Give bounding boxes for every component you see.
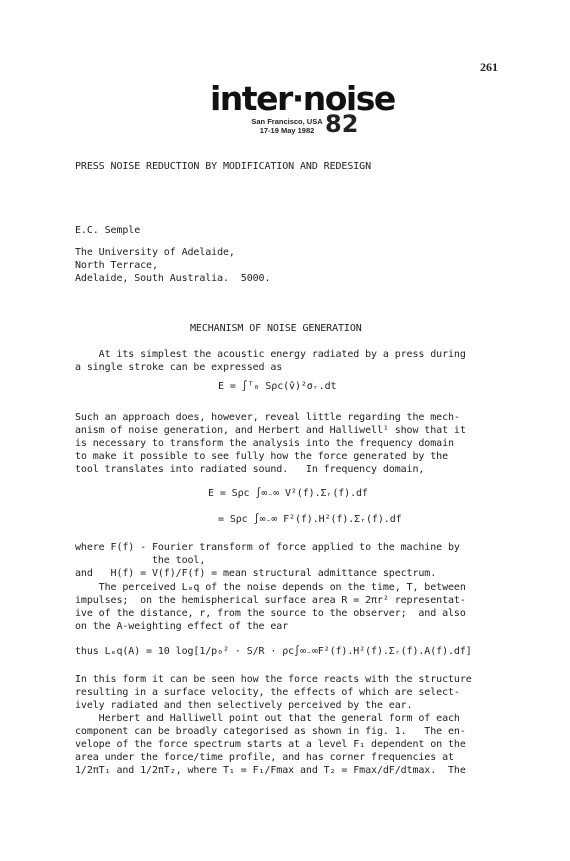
conference-location: San Francisco, USA (251, 117, 323, 126)
equation-energy-time: E = ∫ᵀ₀ Sρc(v̂)²σᵣ.dt (218, 381, 337, 392)
equation-energy-frequency-2: = Sρc ∫∞₋∞ F²(f).H²(f).Σᵣ(f).df (218, 514, 402, 525)
section-heading: MECHANISM OF NOISE GENERATION (190, 323, 362, 334)
equation-leq: thus Lₑq(A) = 10 log[1/p₀² · S/R · ρc∫∞₋∞F²(f).H²(f).Σᵣ(f).A(f).df] (75, 646, 472, 657)
conference-logo (210, 79, 395, 140)
paper-title: PRESS NOISE REDUCTION BY MODIFICATION AND REDESIGN (75, 161, 372, 172)
body-paragraph-3: The perceived Lₑq of the noise depends on the time, T, between impulses; on the hemispherical surface area R = 2πr² representat- ive of the distance, r, from the source to the observer; and also on the A-weighting effect of the ear (75, 582, 466, 632)
body-paragraph-4: In this form it can be seen how the force reacts with the structure resulting in a surface velocity, the effects of which are select- ively radiated and then selectively perceived by the ear. Herbert and Halliwell point out that the general form of each component can be broadly categorised as shown in fig. 1. The en- velope of the force spectrum starts at a level F₁ dependent on the area under the force/time profile, and has corner frequencies at 1/2πT₁ and 1/2πT₂, where T₁ = F₁/Fmax and T₂ = Fmax/dF/dtmax. The (75, 674, 472, 776)
conference-year: 82 (325, 110, 359, 138)
body-paragraph-2: Such an approach does, however, reveal little regarding the mech- anism of noise generation, and Herbert and Halliwell¹ show that it is necessary to transform the analysis into the frequency domain to make it possible to see fully how the force generated by the tool translates into radiated sound. In frequency domain, (75, 412, 466, 475)
page-number: 261 (480, 60, 498, 74)
definitions: where F(f) - Fourier transform of force applied to the machine by the tool, and H(f) = V(f)/F(f) = mean structural admittance spectrum. (75, 542, 460, 579)
conference-info (249, 117, 325, 135)
body-paragraph-1: At its simplest the acoustic energy radiated by a press during a single stroke can be expressed as (75, 349, 466, 373)
conference-dates: 17-19 May 1982 (259, 126, 315, 135)
author-affiliation: The University of Adelaide, North Terrace, Adelaide, South Australia. 5000. (75, 247, 271, 284)
logo-wordmark: inter·noise (210, 79, 395, 118)
author-name: E.C. Semple (75, 225, 141, 236)
equation-energy-frequency-1: E = Sρc ∫∞₋∞ V²(f).Σᵣ(f).df (208, 488, 368, 499)
